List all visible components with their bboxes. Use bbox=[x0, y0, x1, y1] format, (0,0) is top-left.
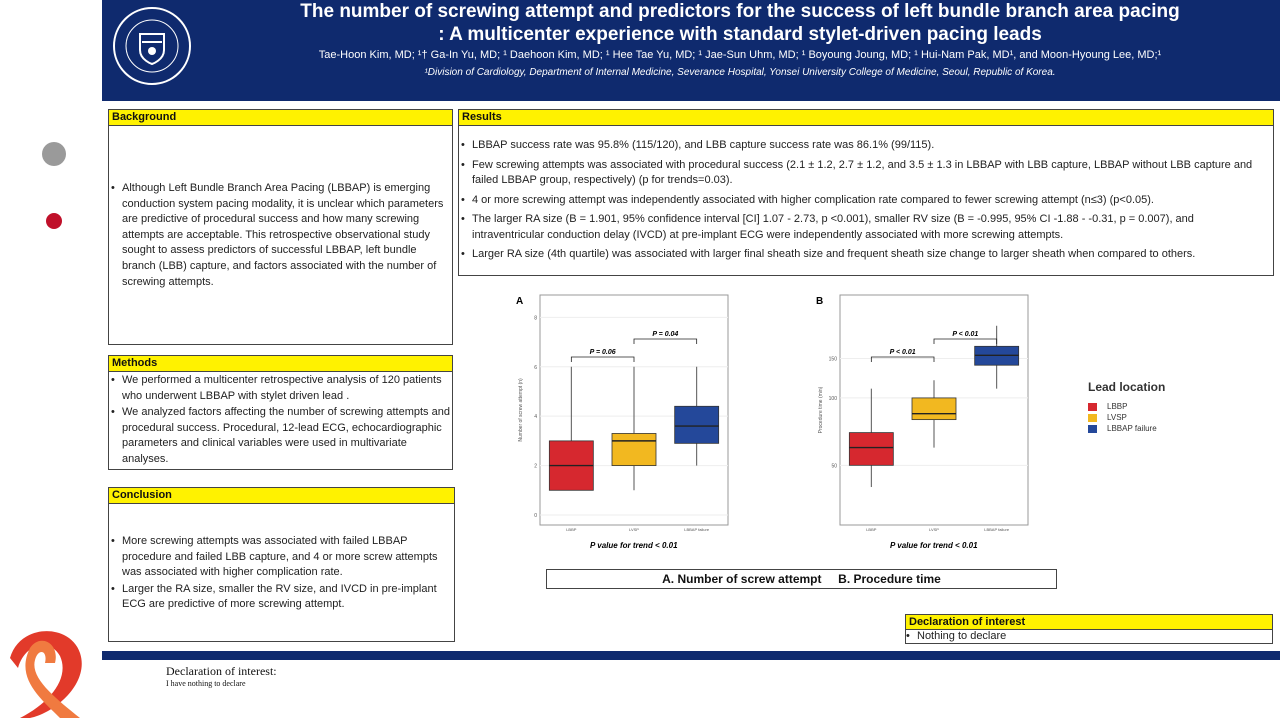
legend-item bbox=[1088, 402, 1165, 411]
y-tick-label: 100 bbox=[828, 395, 837, 402]
y-axis-label: Procedure time (min) bbox=[818, 386, 824, 434]
chart-a-screw-attempts bbox=[510, 290, 735, 560]
background-list bbox=[111, 181, 451, 290]
results-list bbox=[461, 138, 1269, 263]
legend-item bbox=[1088, 413, 1165, 422]
y-tick-label: 150 bbox=[828, 356, 837, 363]
methods-heading: Methods bbox=[109, 356, 452, 372]
trend-footnote: P value for trend < 0.01 bbox=[890, 541, 978, 550]
poster-title-line2: : A multicenter experience with standard stylet-driven pacing leads bbox=[438, 24, 1042, 45]
legend-swatch bbox=[1088, 414, 1097, 422]
footer-declaration-title: Declaration of interest: bbox=[166, 664, 277, 678]
p-value-annotation: P = 0.04 bbox=[652, 331, 679, 338]
x-tick-label: LBBP bbox=[566, 527, 577, 532]
x-tick-label: LBBAP failure bbox=[684, 527, 710, 532]
y-tick-label: 50 bbox=[831, 463, 837, 470]
panel-label: A bbox=[516, 296, 524, 307]
declaration-panel bbox=[905, 614, 1273, 644]
results-text bbox=[461, 138, 1269, 267]
methods-item: • We analyzed factors affecting the number of screwing attempts and procedural success. Procedural, 12-lead ECG, echocardiographic parameters and clinical variables were used in multivariate analyses. bbox=[111, 405, 451, 467]
legend-item bbox=[1088, 424, 1165, 433]
methods-item: • We performed a multicenter retrospective analysis of 120 patients who underwent LBBAP with stylet driven lead . bbox=[111, 373, 451, 404]
trend-footnote: P value for trend < 0.01 bbox=[590, 541, 678, 550]
conclusion-item: • More screwing attempts was associated with failed LBBAP procedure and failed LBB capture, and 4 or more screw attempts was associated with higher complication rate. bbox=[111, 534, 453, 581]
background-panel bbox=[108, 109, 453, 345]
conclusion-text bbox=[111, 534, 453, 614]
legend-swatch bbox=[1088, 403, 1097, 411]
results-panel bbox=[458, 109, 1274, 276]
footer-bar bbox=[102, 651, 1280, 660]
y-tick-label: 6 bbox=[534, 364, 537, 371]
background-heading: Background bbox=[109, 110, 452, 126]
panel-label: B bbox=[816, 296, 824, 307]
y-tick-label: 2 bbox=[534, 463, 537, 470]
affiliation: ¹Division of Cardiology, Department of Internal Medicine, Severance Hospital, Yonsei University College of Medicine, Seoul, Republic of Korea. bbox=[424, 67, 1056, 78]
p-value-annotation: P < 0.01 bbox=[889, 349, 916, 356]
y-tick-label: 0 bbox=[534, 513, 537, 519]
legend-label: LBBAP failure bbox=[1107, 424, 1157, 433]
author-list: Tae-Hoon Kim, MD; ¹† Ga-In Yu, MD; ¹ Daehoon Kim, MD; ¹ Hee Tae Yu, MD; ¹ Jae-Sun Uhm, MD; ¹ Boyoung Joung, MD; ¹ Hui-Nam Pak, MD¹, and Moon-Hyoung Lee, MD;¹ bbox=[318, 49, 1162, 61]
background-text bbox=[111, 181, 451, 291]
chart-legend bbox=[1088, 380, 1165, 435]
y-tick-label: 4 bbox=[534, 414, 537, 421]
conclusion-panel bbox=[108, 487, 455, 642]
results-item: • The larger RA size (B = 1.901, 95% confidence interval [CI] 1.07 - 2.73, p <0.001), smaller RV size (B = -0.995, 95% CI -1.88 - -0.31, p = 0.007), and intraventricular conduction delay (IVCD) at pre-implant ECG were independently associated with more screwing attempts. bbox=[461, 212, 1269, 243]
conclusion-list bbox=[111, 534, 453, 613]
ribbon-decoration bbox=[0, 618, 110, 720]
y-tick-label: 8 bbox=[534, 315, 537, 322]
methods-panel bbox=[108, 355, 453, 470]
conclusion-item: • Larger the RA size, smaller the RV size, and IVCD in pre-implant ECG are predictive of more screwing attempt. bbox=[111, 582, 453, 613]
background-item: • Although Left Bundle Branch Area Pacing (LBBAP) is emerging conduction system pacing modality, it is unclear which parameters are predictive of procedural success and how many screwing attempts are acceptable. This retrospective observational study sought to assess predictors of successful LBBAP, left bundle branch (LBB) capture, and factors associated with the number of screwing attempts. bbox=[111, 181, 451, 290]
results-heading: Results bbox=[459, 110, 1273, 126]
gray-dot-marker bbox=[42, 142, 66, 166]
box bbox=[675, 406, 719, 443]
legend-swatch bbox=[1088, 425, 1097, 433]
chart-b-procedure-time bbox=[810, 290, 1035, 560]
conclusion-heading: Conclusion bbox=[109, 488, 454, 504]
poster-title-line1: The number of screwing attempt and predictors for the success of left bundle branch area pacing bbox=[300, 1, 1180, 22]
methods-text bbox=[111, 373, 451, 469]
left-decoration-strip bbox=[0, 0, 102, 720]
results-item: • Few screwing attempts was associated with procedural success (2.1 ± 1.2, 2.7 ± 1.2, and 3.5 ± 1.3 in LBBAP with LBB capture, LBBAP without LBB capture and failed LBBAP group, respectively) (p for trends=0.03). bbox=[461, 158, 1269, 189]
x-tick-label: LVSP bbox=[629, 527, 639, 532]
box bbox=[912, 398, 956, 420]
figure-caption: A. Number of screw attempt B. Procedure time bbox=[546, 569, 1057, 589]
methods-list bbox=[111, 373, 451, 468]
legend-label: LVSP bbox=[1107, 413, 1127, 422]
declaration-text bbox=[906, 629, 1266, 644]
y-axis-label: Number of screw attempt (n) bbox=[518, 378, 524, 442]
x-tick-label: LVSP bbox=[929, 527, 939, 532]
footer-declaration-text: I have nothing to declare bbox=[166, 679, 246, 688]
box bbox=[849, 433, 893, 466]
declaration-heading: Declaration of interest bbox=[906, 615, 1272, 630]
results-item: • 4 or more screwing attempt was independently associated with higher complication rate compared to fewer screwing attempt (n≤3) (p<0.05). bbox=[461, 193, 1269, 209]
red-dot-marker bbox=[46, 213, 62, 229]
box bbox=[612, 433, 656, 465]
legend-title: Lead location bbox=[1088, 380, 1166, 394]
declaration-item: • Nothing to declare bbox=[906, 629, 1266, 643]
results-item: • LBBAP success rate was 95.8% (115/120), and LBB capture success rate was 86.1% (99/115). bbox=[461, 138, 1269, 154]
p-value-annotation: P < 0.01 bbox=[952, 331, 979, 338]
x-tick-label: LBBAP failure bbox=[984, 527, 1010, 532]
p-value-annotation: P = 0.06 bbox=[589, 349, 616, 356]
yonsei-university-logo bbox=[112, 6, 192, 86]
x-tick-label: LBBP bbox=[866, 527, 877, 532]
legend-label: LBBP bbox=[1107, 402, 1128, 411]
results-item: • Larger RA size (4th quartile) was associated with larger final sheath size and frequent sheath size change to larger sheath when compared to others. bbox=[461, 247, 1269, 263]
